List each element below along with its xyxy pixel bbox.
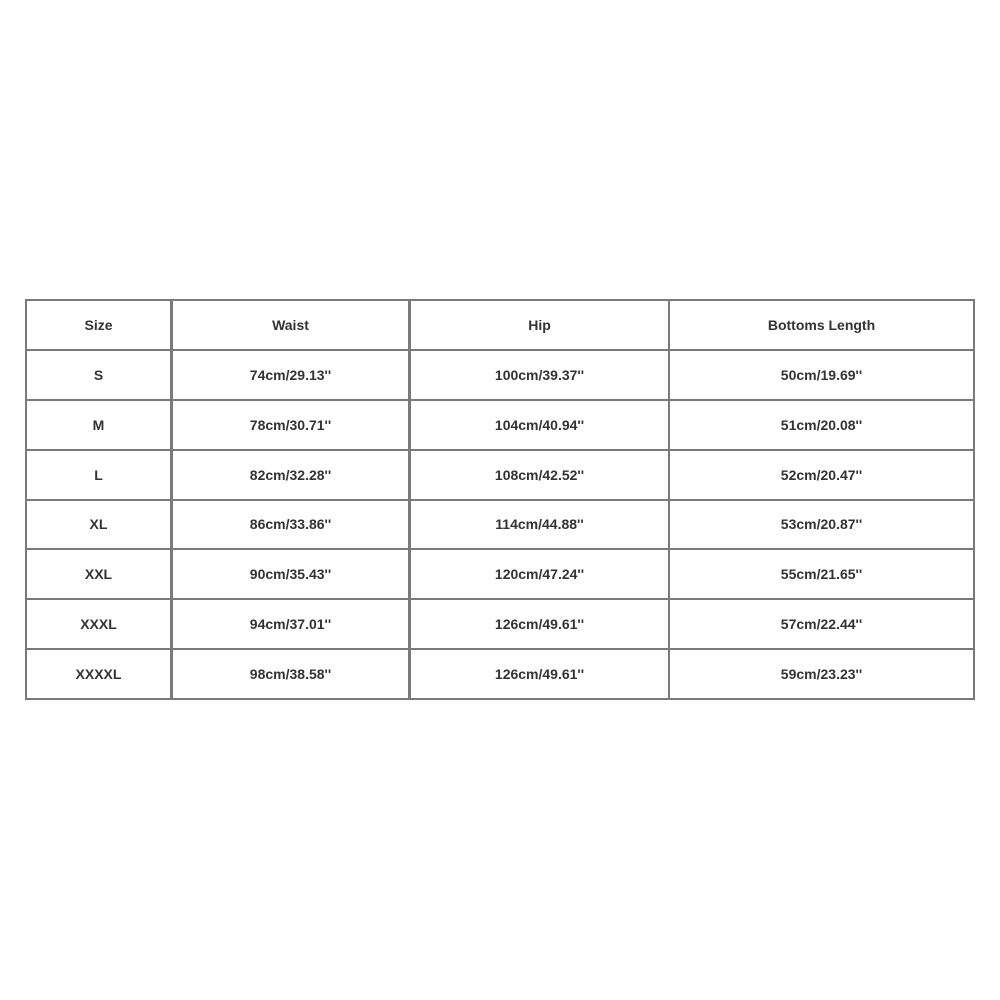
header-size: Size bbox=[27, 301, 173, 351]
cell-waist: 78cm/30.71'' bbox=[173, 401, 411, 451]
cell-size: S bbox=[27, 351, 173, 401]
cell-bottoms-length: 55cm/21.65'' bbox=[670, 550, 975, 600]
cell-bottoms-length: 52cm/20.47'' bbox=[670, 451, 975, 501]
cell-waist: 74cm/29.13'' bbox=[173, 351, 411, 401]
cell-bottoms-length: 59cm/23.23'' bbox=[670, 650, 975, 700]
table-row bbox=[27, 600, 975, 650]
cell-size: M bbox=[27, 401, 173, 451]
table-row bbox=[27, 451, 975, 501]
cell-hip: 100cm/39.37'' bbox=[411, 351, 670, 401]
header-hip: Hip bbox=[411, 301, 670, 351]
cell-hip: 108cm/42.52'' bbox=[411, 451, 670, 501]
cell-bottoms-length: 50cm/19.69'' bbox=[670, 351, 975, 401]
cell-bottoms-length: 53cm/20.87'' bbox=[670, 501, 975, 551]
table-header-row bbox=[27, 301, 975, 351]
cell-size: XXXL bbox=[27, 600, 173, 650]
size-chart-table bbox=[25, 299, 975, 700]
cell-bottoms-length: 57cm/22.44'' bbox=[670, 600, 975, 650]
cell-size: XXXXL bbox=[27, 650, 173, 700]
cell-waist: 98cm/38.58'' bbox=[173, 650, 411, 700]
cell-size: L bbox=[27, 451, 173, 501]
cell-size: XXL bbox=[27, 550, 173, 600]
cell-hip: 126cm/49.61'' bbox=[411, 600, 670, 650]
table-row bbox=[27, 401, 975, 451]
cell-waist: 82cm/32.28'' bbox=[173, 451, 411, 501]
cell-hip: 114cm/44.88'' bbox=[411, 501, 670, 551]
cell-hip: 120cm/47.24'' bbox=[411, 550, 670, 600]
table-row bbox=[27, 351, 975, 401]
cell-waist: 94cm/37.01'' bbox=[173, 600, 411, 650]
table-row bbox=[27, 550, 975, 600]
cell-waist: 90cm/35.43'' bbox=[173, 550, 411, 600]
header-waist: Waist bbox=[173, 301, 411, 351]
cell-waist: 86cm/33.86'' bbox=[173, 501, 411, 551]
cell-hip: 104cm/40.94'' bbox=[411, 401, 670, 451]
header-bottoms-length: Bottoms Length bbox=[670, 301, 975, 351]
cell-size: XL bbox=[27, 501, 173, 551]
table-row bbox=[27, 650, 975, 700]
table-row bbox=[27, 501, 975, 551]
cell-bottoms-length: 51cm/20.08'' bbox=[670, 401, 975, 451]
cell-hip: 126cm/49.61'' bbox=[411, 650, 670, 700]
